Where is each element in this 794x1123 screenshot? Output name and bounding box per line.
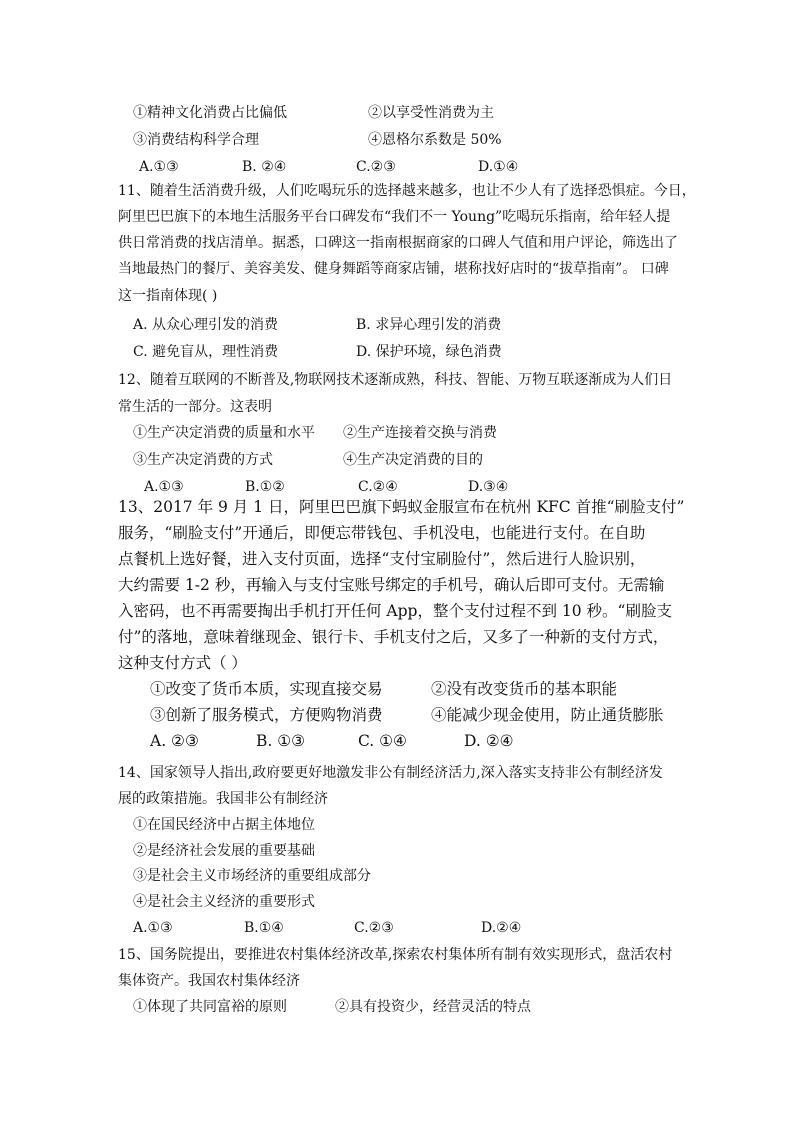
q11-text-line-4: 当地最热门的餐厅、美容美发、健身舞蹈等商家店铺，堪称找好店时的“拔草指南”。 口碑 [118, 261, 669, 277]
q13-statement-3: ③创新了服务模式，方便购物消费 [150, 706, 383, 724]
q12-text-line-1: 12、随着互联网的不断普及,物联网技术逐渐成熟，科技、智能、万物互联逐渐成为人们日 [118, 372, 673, 388]
q12-option-a: A.①③ [144, 479, 184, 495]
q12-option-b: B.①② [245, 479, 285, 495]
q12-statement-4: ④生产决定消费的目的 [343, 452, 483, 468]
q15-text-line-2: 集体资产。我国农村集体经济 [118, 973, 300, 989]
q14-option-a: A.①③ [133, 920, 173, 936]
q15-text-line-1: 15、国务院提出，要推进农村集体经济改革,探索农村集体所有制有效实现形式，盘活农村 [118, 947, 673, 963]
q10-option-c: C.②③ [356, 159, 396, 175]
q11-option-a: A. 从众心理引发的消费 [133, 317, 279, 333]
q14-text-line-1: 14、国家领导人指出,政府要更好地激发非公有制经济活力,深入落实支持非公有制经济发 [118, 765, 663, 781]
q14-option-b: B.①④ [244, 920, 284, 936]
q12-text-line-2: 常生活的一部分。这表明 [118, 399, 272, 415]
q10-statement-2: ②以享受性消费为主 [368, 105, 494, 121]
q13-text-line-3: 点餐机上选好餐，进入支付页面，选择“支付宝刷脸付”，然后进行人脸识别， [118, 550, 646, 568]
q13-option-c: C. ①④ [358, 732, 407, 750]
q12-option-c: C.②④ [358, 479, 398, 495]
q13-text-line-2: 服务，“刷脸支付”开通后，即便忘带钱包、手机没电，也能进行支付。在自助 [118, 524, 646, 542]
q10-statement-1: ①精神文化消费占比偏低 [133, 105, 287, 121]
q12-option-d: D.③④ [468, 479, 509, 495]
q10-statement-4: ④恩格尔系数是 50% [368, 132, 502, 148]
q11-option-c: C. 避免盲从，理性消费 [133, 344, 279, 360]
q10-option-b: B. ②④ [242, 159, 287, 175]
q14-option-c: C.②③ [354, 920, 394, 936]
q11-text-line-3: 供日常消费的找店清单。据悉，口碑这一指南根据商家的口碑人气值和用户评论，筛选出了 [118, 235, 678, 251]
q11-text-line-1: 11、随着生活消费升级，人们吃喝玩乐的选择越来越多，也让不少人有了选择恐惧症。今日， [118, 183, 696, 199]
q13-option-a: A. ②③ [150, 732, 199, 750]
q10-option-d: D.①④ [478, 159, 519, 175]
q11-option-d: D. 保护环境，绿色消费 [356, 344, 502, 360]
q12-statement-3: ③生产决定消费的方式 [133, 452, 273, 468]
q11-text-line-5: 这一指南体现( ) [118, 288, 218, 304]
q14-statement-3: ③是社会主义市场经济的重要组成部分 [133, 868, 371, 884]
q10-statement-3: ③消费结构科学合理 [133, 132, 259, 148]
q15-statement-2: ②具有投资少，经营灵活的特点 [335, 999, 531, 1015]
q14-statement-1: ①在国民经济中占据主体地位 [133, 817, 315, 833]
q13-option-b: B. ①③ [256, 732, 306, 750]
q12-statement-2: ②生产连接着交换与消费 [343, 425, 497, 441]
q15-statement-1: ①体现了共同富裕的原则 [133, 999, 287, 1015]
q14-statement-4: ④是社会主义经济的重要形式 [133, 894, 315, 910]
q13-text-line-7: 这种支付方式（ ） [118, 654, 247, 672]
q13-option-d: D. ②④ [464, 732, 514, 750]
q13-text-line-5: 入密码，也不再需要掏出手机打开任何 App，整个支付过程不到 10 秒。“刷脸支 [118, 602, 672, 620]
q14-option-d: D.②④ [481, 920, 522, 936]
q13-statement-2: ②没有改变货币的基本职能 [431, 680, 618, 698]
q14-statement-2: ②是经济社会发展的重要基础 [133, 843, 315, 859]
q13-text-line-1: 13、2017 年 9 月 1 日，阿里巴巴旗下蚂蚁金服宣布在杭州 KFC 首推“刷脸支付” [118, 498, 685, 516]
q13-text-line-4: 大约需要 1-2 秒，再输入与支付宝账号绑定的手机号，确认后即可支付。无需输 [118, 576, 665, 594]
q13-statement-1: ①改变了货币本质，实现直接交易 [150, 680, 383, 698]
q13-statement-4: ④能减少现金使用，防止通货膨胀 [431, 706, 664, 724]
q14-text-line-2: 展的政策措施。我国非公有制经济 [118, 791, 328, 807]
q11-option-b: B. 求异心理引发的消费 [356, 317, 502, 333]
q12-statement-1: ①生产决定消费的质量和水平 [133, 425, 315, 441]
q10-option-a: A.①③ [139, 159, 179, 175]
q13-text-line-6: 付”的落地，意味着继现金、银行卡、手机支付之后，又多了一种新的支付方式， [118, 628, 669, 646]
q11-text-line-2: 阿里巴巴旗下的本地生活服务平台口碑发布“我们不一 Young”吃喝玩乐指南，给年轻人提 [118, 209, 671, 225]
